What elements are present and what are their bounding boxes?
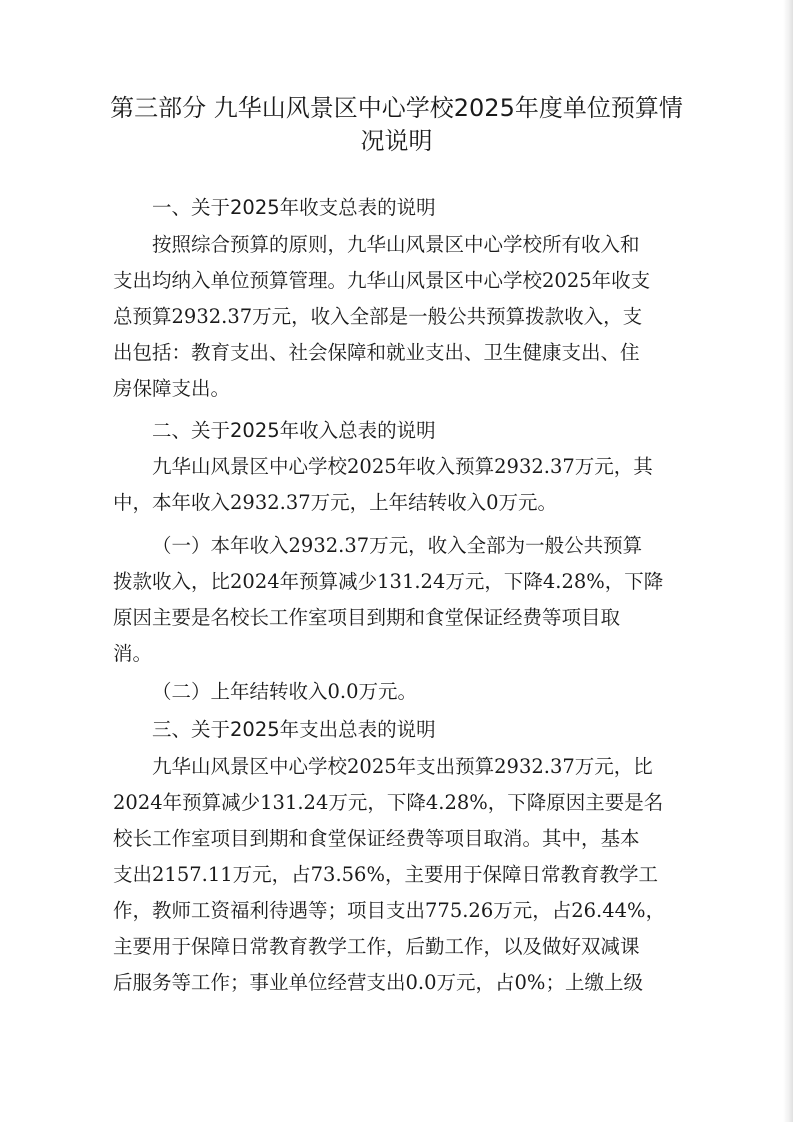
section-2-paragraph-line: 中，本年收入2932.37万元，上年结转收入0万元。: [113, 491, 558, 514]
section-3-paragraph-line: 校长工作室项目到期和食堂保证经费等项目取消。其中，基本: [113, 827, 640, 850]
section-2-sub2-line: （二）上年结转收入0.0万元。: [152, 680, 418, 703]
section-1-paragraph-line: 总预算2932.37万元，收入全部是一般公共预算拨款收入，支: [113, 305, 643, 328]
section-3-heading: 三、关于2025年支出总表的说明: [152, 718, 436, 741]
page-edge-shadow: [783, 0, 793, 1122]
section-3-paragraph-line: 支出2157.11万元，占73.56%，主要用于保障日常教育教学工: [113, 863, 658, 886]
section-1-paragraph-line: 出包括：教育支出、社会保障和就业支出、卫生健康支出、住: [113, 341, 640, 364]
page-title-line-1: 第三部分 九华山风景区中心学校2025年度单位预算情: [110, 94, 683, 122]
section-3-paragraph-line: 主要用于保障日常教育教学工作，后勤工作，以及做好双减课: [113, 935, 640, 958]
section-2-sub1-line: （一）本年收入2932.37万元，收入全部为一般公共预算: [152, 534, 643, 557]
section-1-paragraph-line: 房保障支出。: [113, 377, 231, 400]
section-3-paragraph-line: 作，教师工资福利待遇等；项目支出775.26万元，占26.44%，: [113, 899, 666, 922]
section-2-sub1-line: 消。: [113, 642, 153, 665]
section-3-paragraph-line: 后服务等工作；事业单位经营支出0.0万元，占0%；上缴上级: [113, 971, 643, 994]
section-3-paragraph-line: 2024年预算减少131.24万元，下降4.28%，下降原因主要是名: [113, 791, 664, 814]
section-2-heading: 二、关于2025年收入总表的说明: [152, 419, 436, 442]
section-3-paragraph-line: 九华山风景区中心学校2025年支出预算2932.37万元，比: [152, 755, 653, 778]
page-title-line-2: 况说明: [360, 127, 433, 155]
section-2-sub1-line: 拨款收入，比2024年预算减少131.24万元，下降4.28%，下降: [113, 570, 664, 593]
section-2-paragraph-line: 九华山风景区中心学校2025年收入预算2932.37万元，其: [152, 455, 653, 478]
section-1-heading: 一、关于2025年收支总表的说明: [152, 196, 436, 219]
section-2-sub1-line: 原因主要是名校长工作室项目到期和食堂保证经费等项目取: [113, 606, 621, 629]
section-1-paragraph-line: 按照综合预算的原则，九华山风景区中心学校所有收入和: [152, 233, 640, 256]
section-1-paragraph-line: 支出均纳入单位预算管理。九华山风景区中心学校2025年收支: [113, 269, 651, 292]
